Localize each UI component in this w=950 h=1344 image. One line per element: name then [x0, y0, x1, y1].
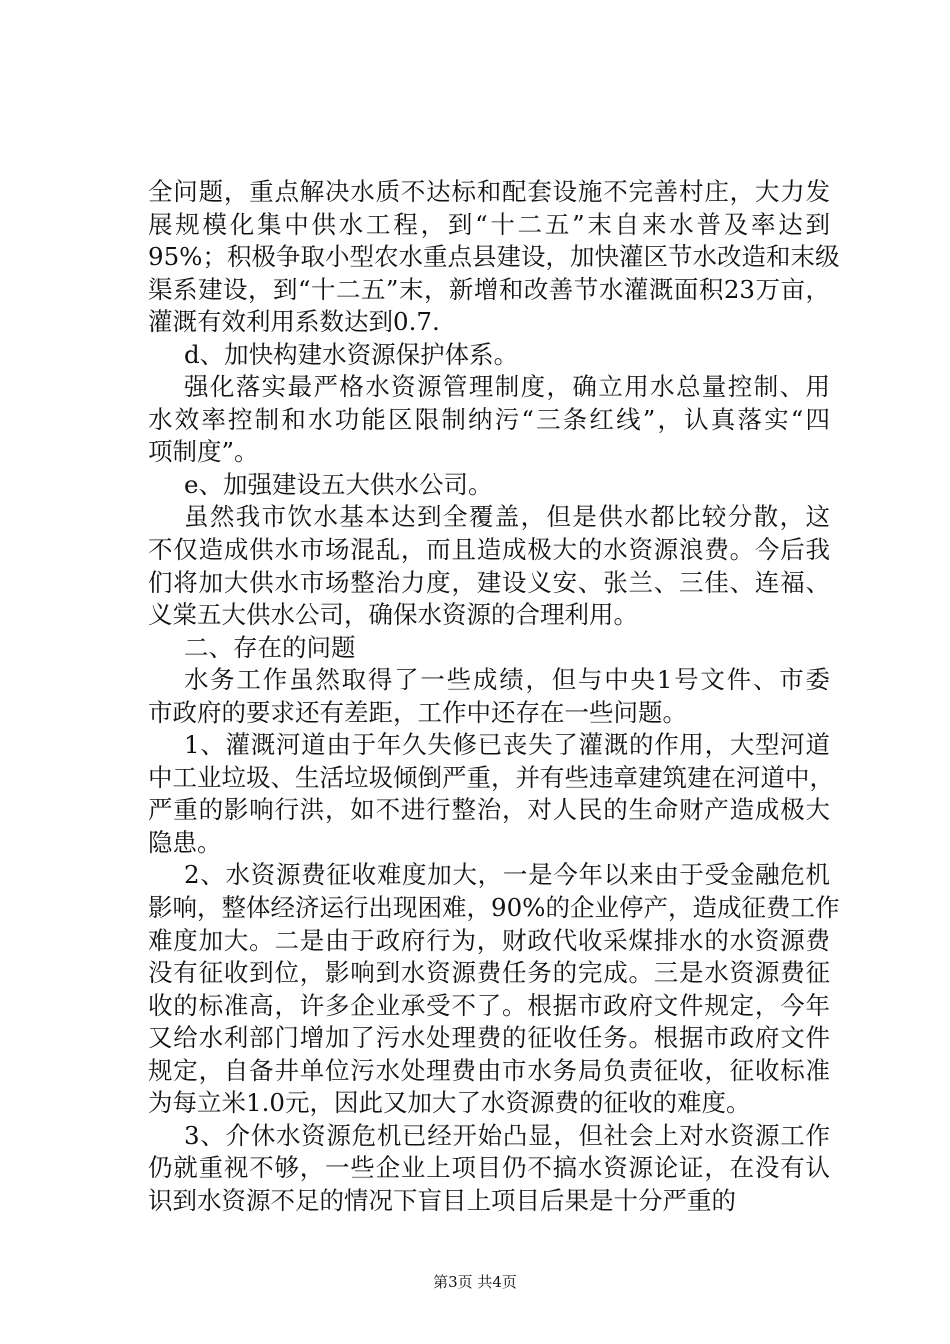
text-line: 水效率控制和水功能区限制纳污“三条红线”，认真落实“四	[148, 404, 830, 434]
text-line: 市政府的要求还有差距，工作中还存在一些问题。	[148, 697, 687, 727]
text-line: 收的标准高，许多企业承受不了。根据市政府文件规定，今年	[148, 990, 830, 1020]
text-line: 1、灌溉河道由于年久失修已丧失了灌溉的作用，大型河道	[184, 730, 830, 760]
text-line: 隐患。	[148, 827, 222, 857]
section-heading-problems: 二、存在的问题	[184, 632, 356, 662]
document-body	[148, 176, 840, 1218]
text-line: 展规模化集中供水工程，到“十二五”末自来水普及率达到	[148, 209, 830, 239]
text-line: 难度加大。二是由于政府行为，财政代收采煤排水的水资源费	[148, 925, 830, 955]
text-line: 影响，整体经济运行出现困难，90%的企业停产，造成征费工作	[148, 893, 840, 923]
text-line: 2、水资源费征收难度加大，一是今年以来由于受金融危机	[184, 860, 830, 890]
text-line: 又给水利部门增加了污水处理费的征收任务。根据市政府文件	[148, 1023, 830, 1053]
text-line: 强化落实最严格水资源管理制度，确立用水总量控制、用	[184, 372, 830, 402]
text-line: 灌溉有效利用系数达到0.7.	[148, 307, 440, 337]
text-line: 严重的影响行洪，如不进行整治，对人民的生命财产造成极大	[148, 795, 830, 825]
text-line: 义棠五大供水公司，确保水资源的合理利用。	[148, 600, 638, 630]
text-line: 识到水资源不足的情况下盲目上项目后果是十分严重的	[148, 1185, 736, 1215]
text-line: 不仅造成供水市场混乱，而且造成极大的水资源浪费。今后我	[148, 535, 830, 565]
text-line: 渠系建设，到“十二五”末，新增和改善节水灌溉面积23万亩，	[148, 274, 830, 304]
text-line: 为每立米1.0元，因此又加大了水资源费的征收的难度。	[148, 1088, 751, 1118]
text-line: 3、介休水资源危机已经开始凸显，但社会上对水资源工作	[184, 1120, 830, 1150]
text-line: 水务工作虽然取得了一些成绩，但与中央1号文件、市委	[184, 665, 830, 695]
text-line: 中工业垃圾、生活垃圾倾倒严重，并有些违章建筑建在河道中，	[148, 762, 834, 792]
text-line: 仍就重视不够，一些企业上项目仍不搞水资源论证，在没有认	[148, 1153, 830, 1183]
section-heading-d: d、加快构建水资源保护体系。	[184, 339, 519, 369]
section-heading-e: e、加强建设五大供水公司。	[184, 469, 493, 499]
text-line: 规定，自备井单位污水处理费由市水务局负责征收，征收标准	[148, 1055, 830, 1085]
text-line: 没有征收到位，影响到水资源费任务的完成。三是水资源费征	[148, 958, 830, 988]
text-line: 们将加大供水市场整治力度，建设义安、张兰、三佳、连福、	[148, 567, 830, 597]
text-line: 95%；积极争取小型农水重点县建设，加快灌区节水改造和末级	[148, 242, 840, 272]
text-line: 全问题，重点解决水质不达标和配套设施不完善村庄，大力发	[148, 177, 830, 206]
text-line: 虽然我市饮水基本达到全覆盖，但是供水都比较分散，这	[184, 502, 830, 532]
text-line: 项制度”。	[148, 437, 259, 467]
page-number-footer: 第3页 共4页	[433, 1273, 517, 1291]
